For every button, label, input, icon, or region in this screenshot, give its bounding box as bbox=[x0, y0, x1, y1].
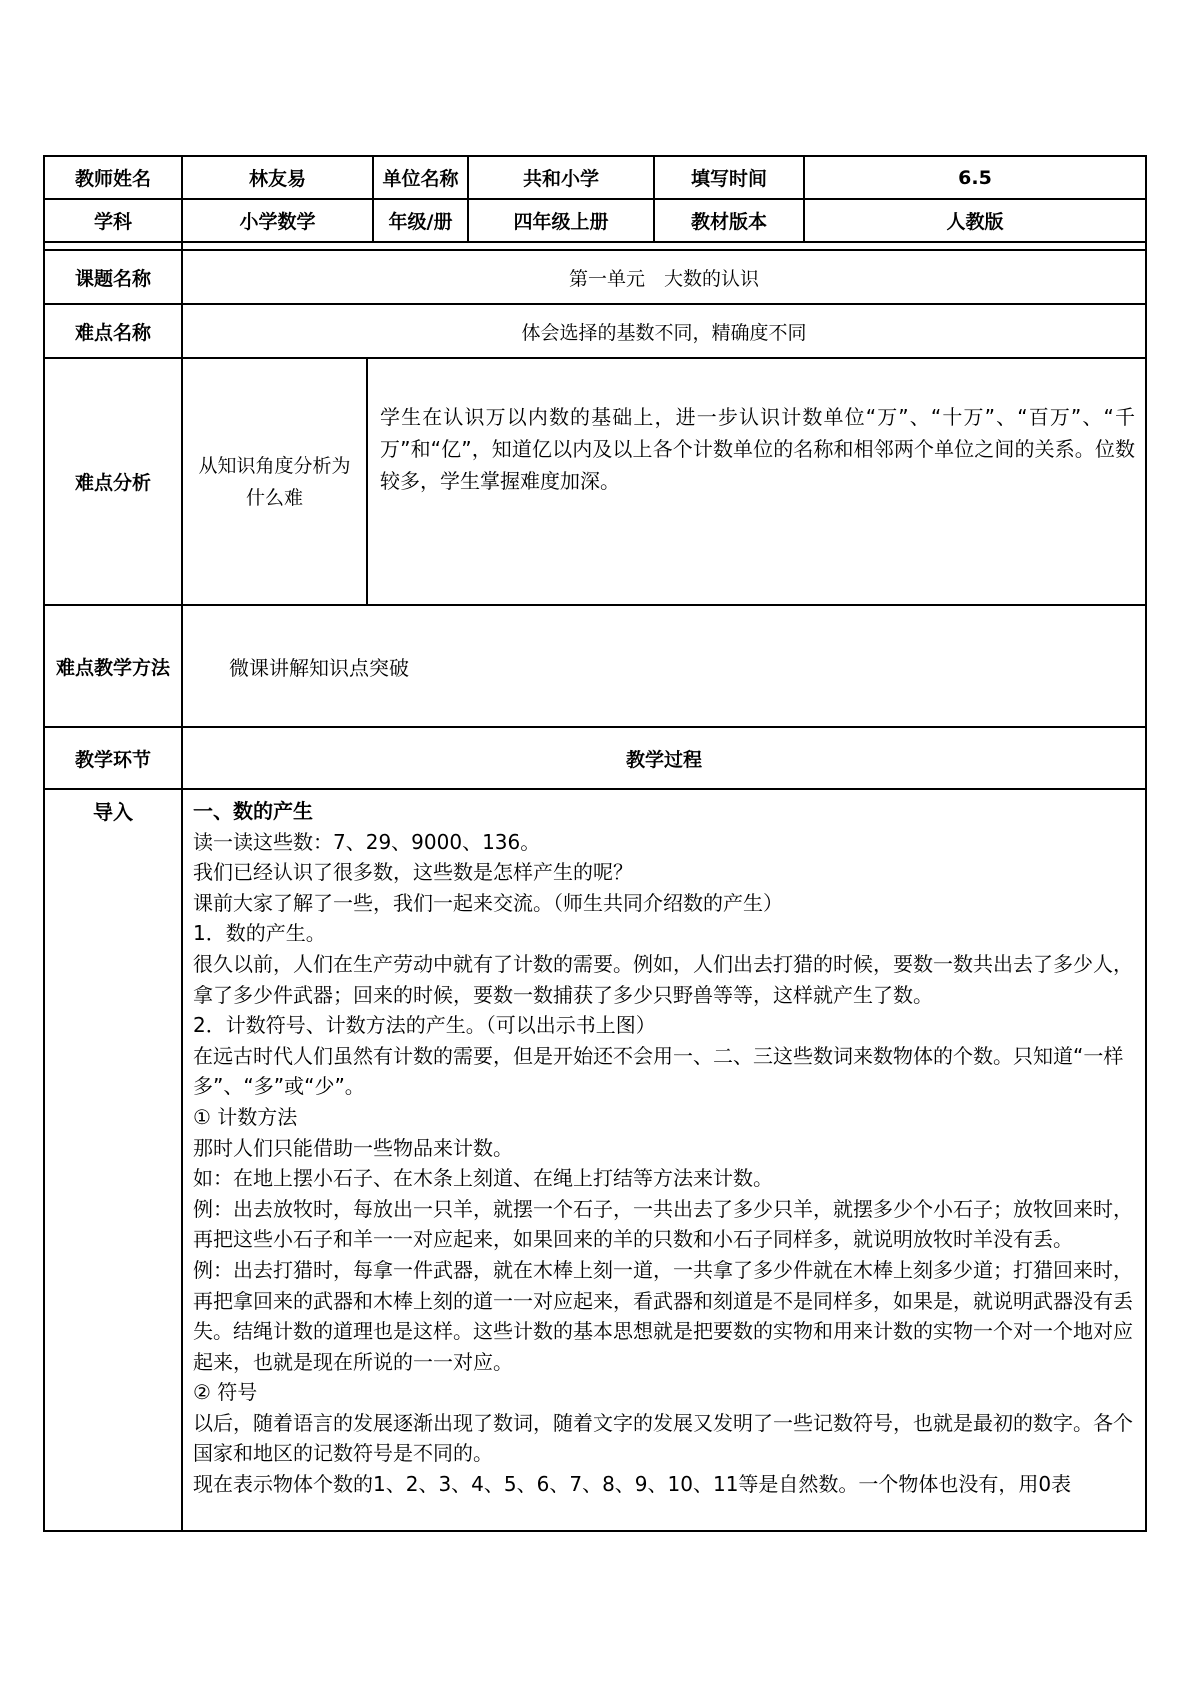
teacher-value: 林友易 bbox=[182, 156, 373, 199]
difficulty-row bbox=[44, 304, 1146, 358]
unit-value: 共和小学 bbox=[468, 156, 654, 199]
process-line: 如：在地上摆小石子、在木条上刻道、在绳上打结等方法来计数。 bbox=[193, 1166, 773, 1191]
difficulty-label: 难点名称 bbox=[44, 304, 182, 358]
topic-row bbox=[44, 250, 1146, 304]
analysis-label: 难点分析 bbox=[44, 358, 182, 605]
intro-label: 导入 bbox=[44, 789, 182, 1531]
process-line: 例：出去放牧时，每放出一只羊，就摆一个石子，一共出去了多少只羊，就摆多少个小石子；放牧回来时，再把这些小石子和羊一一对应起来，如果回来的羊的只数和小石子同样多，就说明放牧时羊没有丢。 bbox=[193, 1196, 1133, 1252]
lesson-plan-table bbox=[43, 155, 1147, 1532]
process-line: 在远古时代人们虽然有计数的需要，但是开始还不会用一、二、三这些数词来数物体的个数。只知道“一样多”、“多”或“少”。 bbox=[193, 1043, 1124, 1099]
process-line: ① 计数方法 bbox=[193, 1104, 298, 1129]
process-header-row bbox=[44, 727, 1146, 789]
process-line: 很久以前，人们在生产劳动中就有了计数的需要。例如，人们出去打猎的时候，要数一数共出去了多少人，拿了多少件武器；回来的时候，要数一数捕获了多少只野兽等等，这样就产生了数。 bbox=[193, 951, 1133, 1007]
topic-value: 第一单元 大数的认识 bbox=[182, 250, 1146, 304]
method-value: 微课讲解知识点突破 bbox=[182, 605, 1146, 727]
spacer-row bbox=[44, 242, 1146, 250]
process-label: 教学过程 bbox=[182, 727, 1146, 789]
header-row-1 bbox=[44, 156, 1146, 199]
process-content bbox=[182, 789, 1146, 1531]
lesson-plan-sheet bbox=[43, 155, 1145, 1532]
process-line: 1．数的产生。 bbox=[193, 921, 326, 946]
date-label: 填写时间 bbox=[654, 156, 804, 199]
method-row bbox=[44, 605, 1146, 727]
grade-label: 年级/册 bbox=[373, 199, 468, 242]
edition-label: 教材版本 bbox=[654, 199, 804, 242]
unit-label: 单位名称 bbox=[373, 156, 468, 199]
process-line: 课前大家了解了一些，我们一起来交流。（师生共同介绍数的产生） bbox=[193, 890, 783, 915]
teacher-label: 教师姓名 bbox=[44, 156, 182, 199]
section-label: 教学环节 bbox=[44, 727, 182, 789]
edition-value: 人教版 bbox=[804, 199, 1146, 242]
analysis-sub-label: 从知识角度分析为什么难 bbox=[182, 358, 367, 605]
grade-value: 四年级上册 bbox=[468, 199, 654, 242]
difficulty-value: 体会选择的基数不同，精确度不同 bbox=[182, 304, 1146, 358]
process-line: 2．计数符号、计数方法的产生。（可以出示书上图） bbox=[193, 1013, 656, 1038]
process-line: 例：出去打猎时，每拿一件武器，就在木棒上刻一道，一共拿了多少件就在木棒上刻多少道；打猎回来时，再把拿回来的武器和木棒上刻的道一一对应起来，看武器和刻道是不是同样多，如果是，就说明武器没有丢失。结绳计数的道理也是这样。这些计数的基本思想就是把要数的实物和用来计数的实物一个对一个地对应起来，也就是现在所说的一一对应。 bbox=[193, 1257, 1133, 1374]
analysis-row bbox=[44, 358, 1146, 605]
method-label: 难点教学方法 bbox=[44, 605, 182, 727]
header-row-2 bbox=[44, 199, 1146, 242]
subject-label: 学科 bbox=[44, 199, 182, 242]
subject-value: 小学数学 bbox=[182, 199, 373, 242]
process-row bbox=[44, 789, 1146, 1531]
process-line: 以后，随着语言的发展逐渐出现了数词，随着文字的发展又发明了一些记数符号，也就是最初的数字。各个国家和地区的记数符号是不同的。 bbox=[193, 1410, 1133, 1466]
process-line: ② 符号 bbox=[193, 1380, 258, 1405]
analysis-text: 学生在认识万以内数的基础上，进一步认识计数单位“万”、“十万”、“百万”、“千万”和“亿”，知道亿以内及以上各个计数单位的名称和相邻两个单位之间的关系。位数较多，学生掌握难度加深。 bbox=[367, 358, 1146, 605]
process-line: 我们已经认识了很多数，这些数是怎样产生的呢？ bbox=[193, 860, 633, 885]
process-line: 一、数的产生 bbox=[193, 799, 313, 823]
process-line: 读一读这些数：7、29、9000、136。 bbox=[193, 829, 541, 854]
process-line: 那时人们只能借助一些物品来计数。 bbox=[193, 1135, 513, 1160]
date-value: 6.5 bbox=[804, 156, 1146, 199]
topic-label: 课题名称 bbox=[44, 250, 182, 304]
process-line: 现在表示物体个数的1、2、3、4、5、6、7、8、9、10、11等是自然数。一个物体也没有，用0表 bbox=[193, 1472, 1072, 1497]
